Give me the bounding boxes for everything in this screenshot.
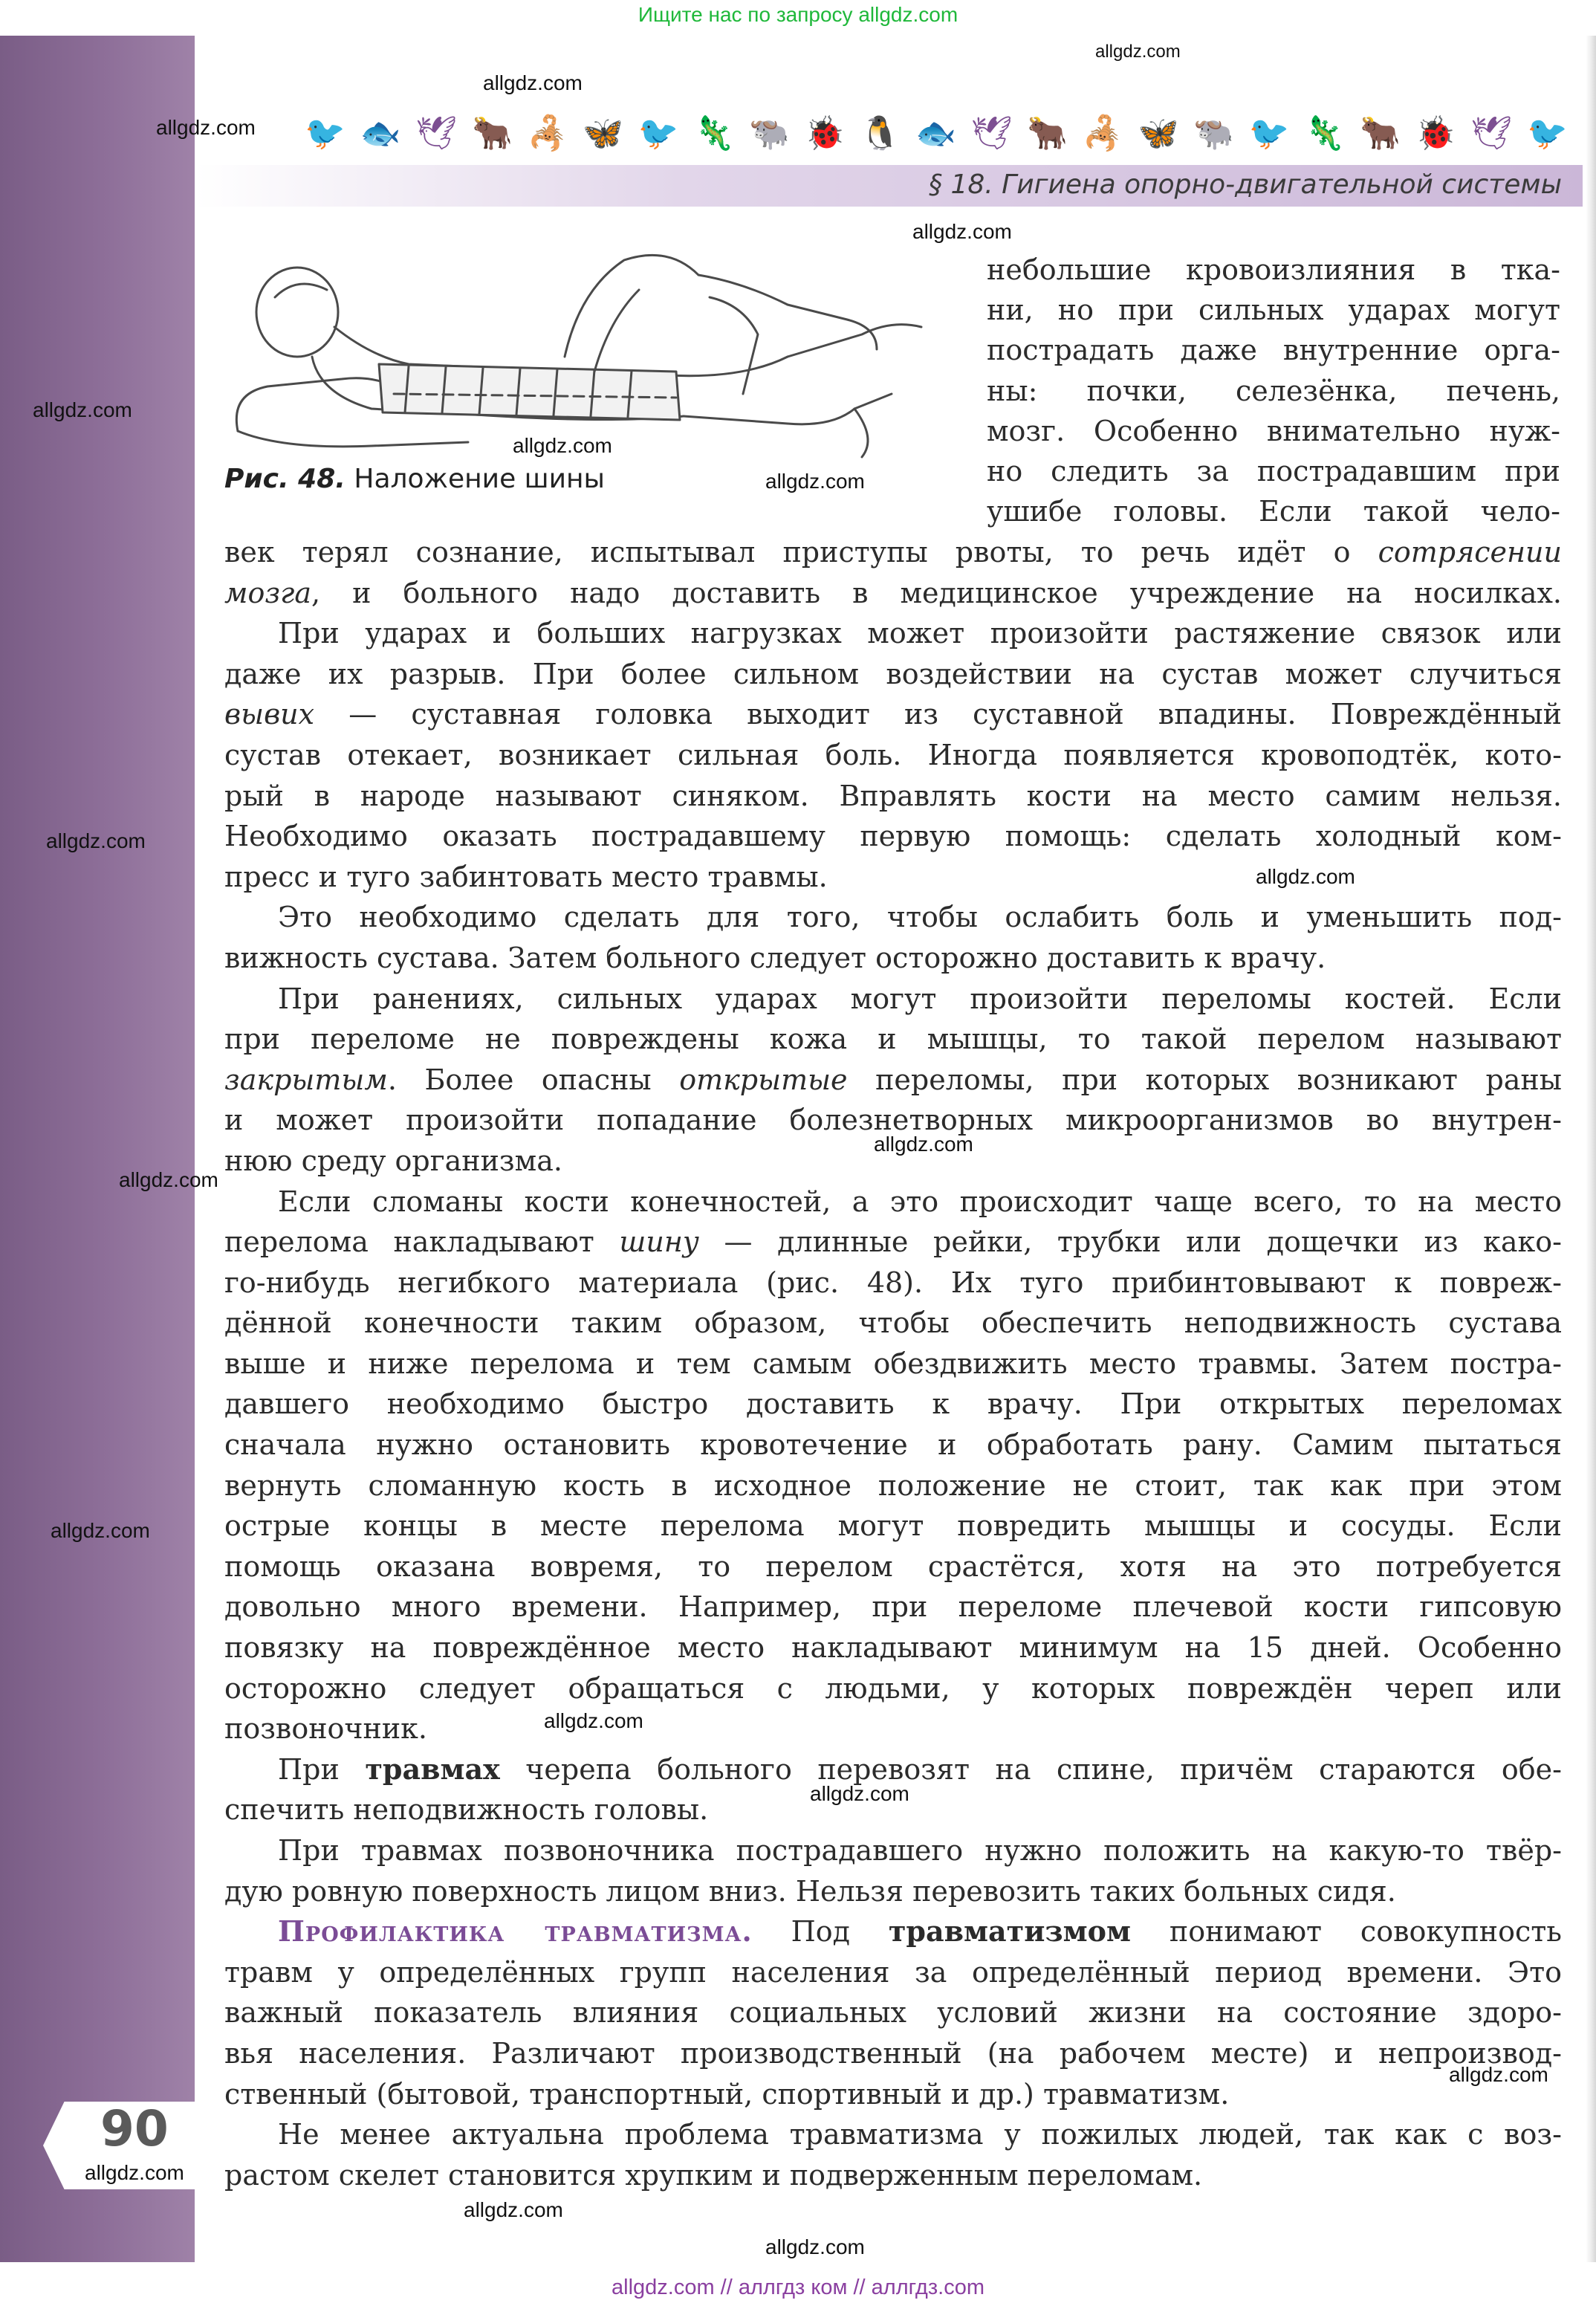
bird-icon: 🐧 [860, 114, 901, 152]
text-line: сустав отекает, возникает сильная боль. Иногда появляется кровоподтёк, кото- [224, 738, 1562, 771]
text-line: рый в народе называют синяком. Вправлять кости на место самим нельзя. [224, 779, 1562, 812]
text-line: При травмах позвоночника пострадавшего нужно положить на какую-то твёр- [278, 1834, 1562, 1867]
subsection-heading: Профилактика травматизма. [278, 1914, 753, 1949]
bird-icon: 🕊 [1470, 114, 1513, 152]
text-line: даже их разрыв. При более сильном воздействии на сустав может случиться [224, 657, 1562, 690]
bird-icon: 🕊 [415, 114, 458, 152]
text-line: При ударах и больших нагрузках может произойти растяжение связок или [278, 617, 1562, 650]
text-line: осторожно следует обращаться с людьми, у которых повреждён череп или [224, 1671, 1562, 1705]
page-sidebar [0, 36, 195, 2262]
text-line: Если сломаны кости конечностей, а это происходит чаще всего, то на место [278, 1185, 1562, 1218]
watermark: allgdz.com [513, 434, 612, 457]
text-line: дённой конечности таким образом, чтобы обеспечить неподвижность сустава [224, 1306, 1562, 1340]
text-line: вывих — суставная головка выходит из суставной впадины. Повреждённый [224, 698, 1562, 731]
text-line: При травмах черепа больного перевозят на спине, причём стараются обе- [278, 1752, 1562, 1786]
text-line: Это необходимо сделать для того, чтобы ослабить боль и уменьшить под- [278, 901, 1562, 934]
watermark: allgdz.com [46, 829, 146, 852]
watermark: allgdz.com [810, 1782, 909, 1805]
watermark: allgdz.com [874, 1133, 973, 1156]
text-line: Необходимо оказать пострадавшему первую помощь: сделать холодный ком- [224, 820, 1562, 853]
text-line: закрытым. Более опасны открытые переломы, при которых возникают раны [224, 1063, 1562, 1096]
text-line: сначала нужно остановить кровотечение и обработать рану. Самим пытаться [224, 1428, 1562, 1462]
section-title: § 18. Гигиена опорно-двигательной системы [929, 169, 1562, 200]
figure-caption-text: Наложение шины [354, 464, 605, 494]
text-line: вижность сустава. Затем больного следует осторожно доставить к врачу. [224, 941, 1326, 974]
text-line: острые концы в месте перелома могут повредить мышцы и сосуды. Если [224, 1509, 1562, 1543]
watermark: allgdz.com [765, 2235, 865, 2258]
butterfly-icon: 🦋 [1138, 114, 1179, 152]
animal-icon: 🐃 [1193, 114, 1234, 152]
watermark: allgdz.com [464, 2198, 563, 2221]
text-line: выше и ниже перелома и тем самым обездвижить место травмы. Затем постра- [224, 1347, 1562, 1380]
text-line: травм у определённых групп населения за определённый период времени. Это [224, 1955, 1562, 1989]
wrapped-text-line: но следить за пострадавшим при [987, 455, 1560, 488]
fish-icon: 🐟 [915, 114, 956, 152]
watermark: allgdz.com [1256, 865, 1355, 888]
bird-icon: 🐦 [1248, 114, 1290, 152]
text-line: давшего необходимо быстро доставить к врачу. При открытых переломах [224, 1387, 1562, 1421]
main-text [224, 532, 1562, 2195]
watermark: allgdz.com [33, 398, 132, 421]
animal-ornament [305, 108, 1568, 160]
watermark: allgdz.com [765, 470, 865, 493]
wrapped-text-line: мозг. Особенно внимательно нуж- [987, 414, 1560, 447]
text-line: ственный (бытовой, транспортный, спортивный и др.) травматизм. [224, 2077, 1230, 2111]
text-line: довольно много времени. Например, при переломе плечевой кости гипсовую [224, 1590, 1562, 1624]
watermark: allgdz.com [51, 1519, 150, 1542]
text-line: мозга, и больного надо доставить в медицинское учреждение на носилках. [224, 576, 1562, 609]
bird-icon: 🐦 [305, 114, 346, 152]
watermark: allgdz.com [85, 2161, 184, 2184]
text-line: При ранениях, сильных ударах могут произойти переломы костей. Если [278, 982, 1562, 1015]
text-line: нюю среду организма. [224, 1144, 562, 1177]
text-line: Профилактика травматизма. Под травматизмом понимают совокупность [278, 1914, 1562, 1949]
scorpion-icon: 🦂 [1082, 114, 1123, 152]
text-line: повязку на повреждённое место накладывают минимум на 15 дней. Особенно [224, 1631, 1562, 1665]
watermark: allgdz.com [156, 116, 256, 139]
wrapped-text-line: ушибе головы. Если такой чело- [987, 495, 1560, 528]
text-line: и может произойти попадание болезнетворных микроорганизмов во внутрен- [224, 1104, 1562, 1137]
lizard-icon: 🦎 [1304, 114, 1346, 152]
wrapped-text-line: небольшие кровоизлияния в тка- [987, 253, 1560, 286]
text-line: позвоночник. [224, 1712, 428, 1746]
watermark: allgdz.com [1449, 2063, 1548, 2086]
page-edge [1586, 36, 1596, 2262]
bug-icon: 🐞 [804, 114, 846, 152]
scorpion-icon: 🦂 [527, 114, 568, 152]
watermark: allgdz.com [912, 220, 1012, 243]
animal-icon: 🐂 [1027, 114, 1068, 152]
bird-icon: 🐦 [638, 114, 679, 152]
wrapped-text-block [987, 250, 1560, 531]
text-line: го-нибудь негибкого материала (рис. 48). Их туго прибинтовывают к повреж- [224, 1266, 1562, 1299]
text-line: при переломе не повреждены кожа и мышцы, то такой перелом называют [224, 1023, 1562, 1056]
top-banner[interactable]: Ищите нас по запросу allgdz.com [638, 3, 958, 26]
text-line: век терял сознание, испытывал приступы рвоты, то речь идёт о сотрясении [224, 536, 1562, 569]
butterfly-icon: 🦋 [583, 114, 623, 152]
watermark: allgdz.com [483, 71, 583, 94]
text-line: перелома накладывают шину — длинные рейки, трубки или дощечки из како- [224, 1225, 1562, 1259]
bug-icon: 🐞 [1415, 114, 1456, 152]
text-line: вернуть сломанную кость в исходное положение не стоит, так как при этом [224, 1468, 1562, 1502]
watermark: allgdz.com [1095, 42, 1181, 62]
watermark: allgdz.com [544, 1709, 643, 1732]
text-line: спечить неподвижность головы. [224, 1793, 709, 1827]
page-number: 90 [100, 2100, 169, 2157]
wrapped-text-line: ны: почки, селезёнка, печень, [987, 374, 1560, 407]
animal-icon: 🐃 [749, 114, 790, 152]
text-line: пресс и туго забинтовать место травмы. [224, 860, 828, 893]
watermark: allgdz.com [119, 1168, 218, 1191]
wrapped-text-line: ни, но при сильных ударах могут [987, 294, 1560, 327]
text-line: помощь оказана вовремя, то перелом срастётся, хотя на это потребуется [224, 1549, 1562, 1583]
bottom-banner[interactable]: allgdz.com // аллгдз ком // аллгдз.com [612, 2276, 984, 2299]
text-line: дую ровную поверхность лицом вниз. Нельзя перевозить таких больных сидя. [224, 1874, 1396, 1908]
animal-icon: 🐂 [1360, 114, 1401, 152]
bird-icon: 🕊 [970, 114, 1013, 152]
figure-caption [224, 464, 605, 494]
figure-label: Рис. 48. [224, 464, 346, 494]
text-line: важный показатель влияния социальных условий жизни на состояние здоро- [224, 1996, 1562, 2030]
bird-icon: 🐦 [1526, 114, 1568, 152]
fish-icon: 🐟 [360, 114, 401, 152]
lizard-icon: 🦎 [693, 114, 735, 152]
text-line: вья населения. Различают производственный (на рабочем месте) и непроизвод- [224, 2036, 1562, 2070]
text-line: растом скелет становится хрупким и подверженным переломам. [224, 2158, 1203, 2192]
animal-icon: 🐂 [471, 114, 513, 152]
text-line: Не менее актуальна проблема травматизма у пожилых людей, так как с воз- [278, 2118, 1562, 2151]
wrapped-text-line: пострадать даже внутренние орга- [987, 334, 1560, 367]
